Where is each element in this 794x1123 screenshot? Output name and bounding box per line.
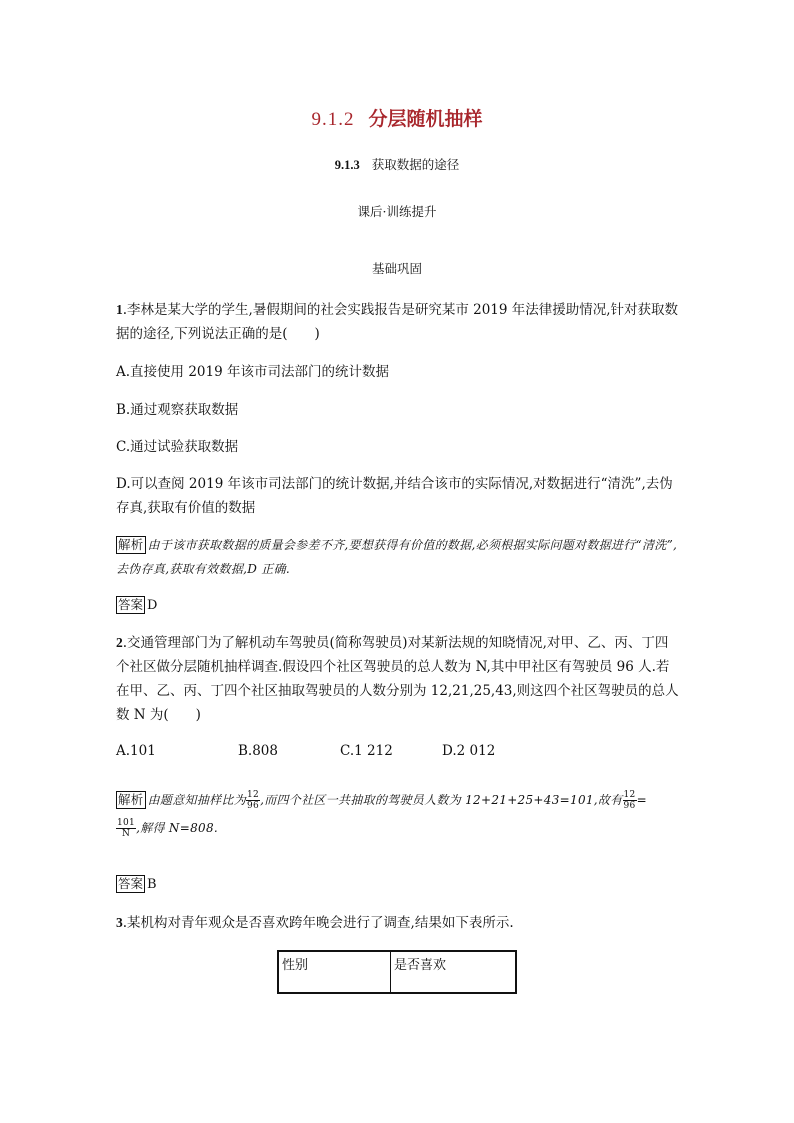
q1-option-c: C.通过试验获取数据 [116, 439, 239, 455]
q1-number: 1 [116, 302, 123, 317]
q2-fraction-3 [116, 818, 136, 839]
section-number: 9.1.2 [311, 109, 355, 130]
q3-stem-text: .某机构对青年观众是否喜欢跨年晚会进行了调查,结果如下表所示. [122, 915, 514, 931]
q2-answer [116, 875, 157, 895]
q2-fraction-2-den: 96 [623, 801, 636, 811]
q2-solution-part2: ,而四个社区一共抽取的驾驶员人数为 12+21+25+43=101,故有 [260, 793, 623, 807]
q2-solution-eq: = [636, 793, 647, 807]
q1-answer [116, 596, 157, 616]
q1-option-d: D.可以查阅 2019 年该市司法部门的统计数据,并结合该市的实际情况,对数据进行“清洗”,去伪存真,获取有价值的数据 [116, 476, 673, 516]
q1-answer-value: D [147, 598, 158, 613]
subsection-number: 9.1.3 [334, 158, 360, 172]
q1-solution-tag: 解析 [118, 537, 144, 552]
q2-option-c: C.1 212 [340, 743, 393, 759]
table-row [278, 951, 516, 993]
q2-fraction-2-num: 12 [623, 790, 636, 800]
q2-number: 2 [116, 635, 123, 650]
section-title [0, 104, 794, 131]
q1-stem [116, 298, 681, 346]
q2-answer-value: B [147, 877, 157, 892]
section-title-text: 分层随机抽样 [368, 108, 483, 130]
q2-options [116, 743, 681, 763]
q2-fraction-3-num: 101 [117, 818, 136, 828]
q3-table [277, 950, 517, 994]
q2-stem-text: .交通管理部门为了解机动车驾驶员(简称驾驶员)对某新法规的知晓情况,对甲、乙、丙、丁四个社区做分层随机抽样调查.假设四个社区驾驶员的总人数为 N,其中甲社区有驾驶员 96 人.若在甲、乙、丙、丁四个社区抽取驾驶员的人数分别为 12,21,25,43,则这四个社区驾驶员的总人数 N 为( ) [116, 635, 679, 723]
q2-option-a: A.101 [116, 743, 156, 759]
table-header-like: 是否喜欢 [391, 951, 517, 993]
after-class-heading: 课后·训练提升 [357, 204, 437, 219]
q1-stem-text: .李林是某大学的学生,暑假期间的社会实践报告是研究某市 2019 年法律援助情况,针对获取数据的途径,下列说法正确的是( ) [116, 302, 679, 342]
q1-solution [116, 533, 681, 581]
q2-option-d: D.2 012 [442, 743, 496, 759]
q1-option-b: B.通过观察获取数据 [116, 402, 239, 418]
q2-solution [116, 786, 681, 842]
q2-fraction-3-den: N [121, 829, 131, 839]
q2-fraction-1-den: 96 [247, 801, 260, 811]
q2-fraction-1 [246, 790, 260, 811]
q1-solution-text: 由于该市获取数据的质量会参差不齐,要想获得有价值的数据,必须根据实际问题对数据进行“清洗”,去伪存真,获取有效数据,D 正确. [116, 538, 678, 576]
q1-option-a: A.直接使用 2019 年该市司法部门的统计数据 [116, 364, 389, 380]
table-header-gender: 性别 [278, 951, 391, 993]
q3-number: 3 [116, 915, 123, 930]
q2-answer-tag: 答案 [118, 876, 144, 891]
q2-stem [116, 631, 681, 727]
q2-fraction-1-num: 12 [247, 790, 260, 800]
q2-solution-part1: 由题意知抽样比为 [147, 793, 247, 807]
q3-stem [116, 911, 681, 935]
subsection-title [0, 155, 794, 173]
subsection-title-text: 获取数据的途径 [371, 157, 460, 172]
q2-option-b: B.808 [238, 743, 278, 759]
q2-solution-tag: 解析 [118, 792, 144, 807]
q2-solution-part3: ,解得 N=808. [136, 821, 218, 835]
basic-heading: 基础巩固 [371, 261, 422, 276]
q2-fraction-2 [623, 790, 637, 811]
q1-answer-tag: 答案 [118, 597, 144, 612]
